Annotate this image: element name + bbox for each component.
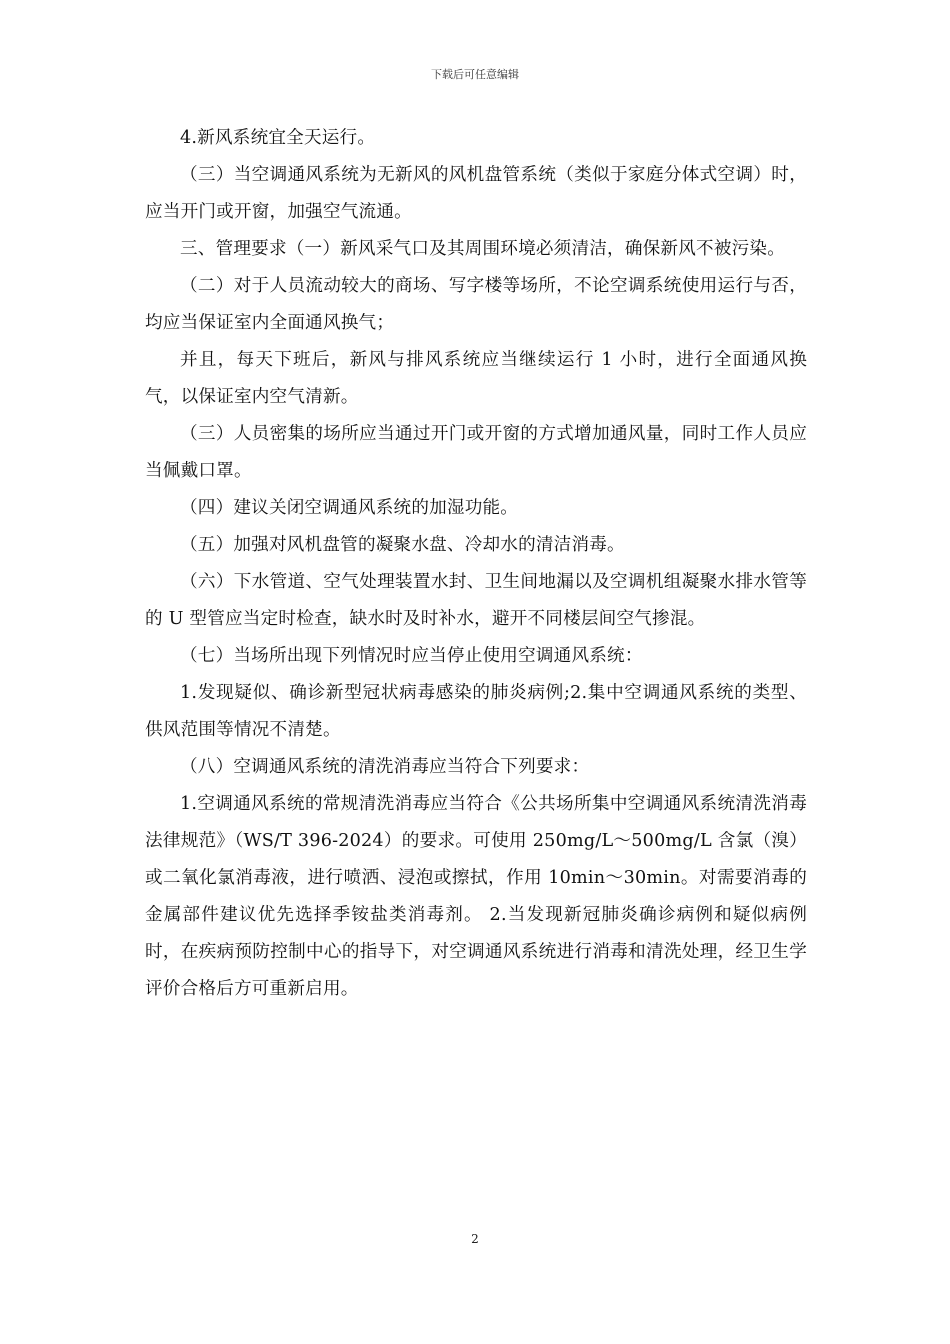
page-header: 下载后可任意编辑 [431,68,519,81]
paragraph-crowded-places: （三）人员密集的场所应当通过开门或开窗的方式增加通风量，同时工作人员应当佩戴口罩。 [145,424,807,481]
paragraph-fresh-air-all-day: 4.新风系统宜全天运行。 [180,128,376,148]
document-body [145,120,807,1008]
paragraph-high-traffic-ventilation: （二）对于人员流动较大的商场、写字楼等场所，不论空调系统使用运行与否，均应当保证室内全面通风换气； [145,276,807,333]
paragraph-u-trap-check: （六）下水管道、空气处理装置水封、卫生间地漏以及空调机组凝聚水排水管等的 U 型管应当定时检查，缺水时及时补水，避开不同楼层间空气掺混。 [145,572,807,629]
paragraph-stop-conditions: （七）当场所出现下列情况时应当停止使用空调通风系统： [180,646,643,666]
paragraph-after-work-ventilation: 并且，每天下班后，新风与排风系统应当继续运行 1 小时，进行全面通风换气，以保证室内空气清新。 [145,350,807,407]
paragraph-humidification: （四）建议关闭空调通风系统的加湿功能。 [180,498,519,518]
paragraph-cleaning-details: 1.空调通风系统的常规清洗消毒应当符合《公共场所集中空调通风系统清洗消毒法律规范》（WS/T 396-2024）的要求。可使用 250mg/L～500mg/L 含氯（溴）或二氧化氯消毒液，进行喷洒、浸泡或擦拭，作用 10min～30min。对需要消毒的金属部件建议优先选择季铵盐类消毒剂。 2.当发现新冠肺炎确诊病例和疑似病例时，在疾病预防控制中心的指导下，对空调通风系统进行消毒和清洗处理，经卫生学评价合格后方可重新启用。 [145,794,807,999]
paragraph-cleaning-requirements: （八）空调通风系统的清洗消毒应当符合下列要求： [180,757,590,777]
paragraph-condensate-pan-cleaning: （五）加强对风机盘管的凝聚水盘、冷却水的清洁消毒。 [180,535,625,555]
page-number: 2 [471,1232,479,1246]
paragraph-stop-condition-items: 1.发现疑似、确诊新型冠状病毒感染的肺炎病例;2.集中空调通风系统的类型、供风范围等情况不清楚。 [145,683,807,740]
paragraph-management-requirements: 三、管理要求（一）新风采气口及其周围环境必须清洁，确保新风不被污染。 [180,239,785,259]
paragraph-fan-coil-no-fresh-air: （三）当空调通风系统为无新风的风机盘管系统（类似于家庭分体式空调）时，应当开门或开窗，加强空气流通。 [145,165,807,222]
